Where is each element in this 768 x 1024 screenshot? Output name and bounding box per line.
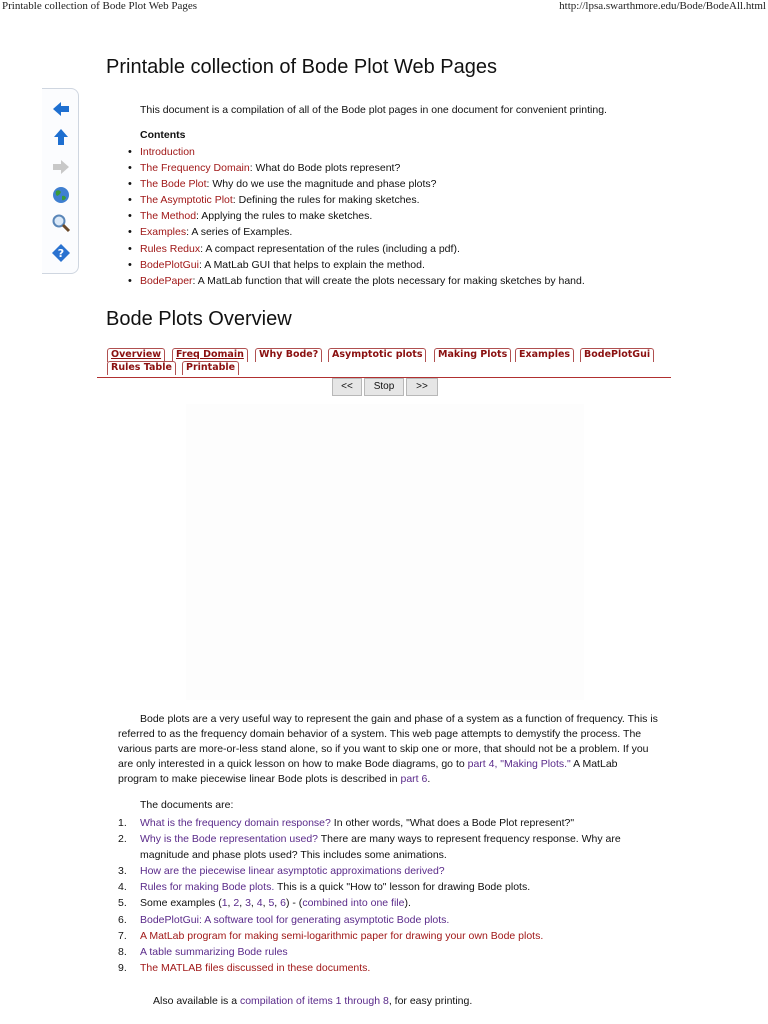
list-item — [140, 225, 700, 241]
list-item — [140, 177, 700, 193]
contents-list — [140, 145, 700, 290]
toc-link[interactable]: BodePaper — [140, 274, 193, 287]
tab-why-bode[interactable]: Why Bode? — [255, 348, 322, 362]
item-number: 5. — [118, 897, 127, 910]
list-item — [118, 863, 658, 879]
example-link-6[interactable]: 6 — [280, 897, 286, 910]
doc-link[interactable]: The MATLAB files discussed in these documents. — [140, 961, 371, 974]
help-icon[interactable] — [51, 243, 71, 263]
doc-link[interactable]: Why is the Bode representation used? — [140, 833, 319, 846]
toc-link[interactable]: The Bode Plot — [140, 178, 207, 191]
toc-text: : A MatLab function that will create the plots necessary for making sketches by hand. — [192, 274, 585, 287]
tab-printable[interactable]: Printable — [182, 361, 239, 375]
toc-text: : A compact representation of the rules (including a pdf). — [200, 242, 460, 255]
prev-button[interactable]: << — [332, 378, 362, 396]
doc-text: There are many ways to represent frequency response. Why are magnitude and phase plots used? This includes some animations. — [140, 833, 621, 862]
doc-link[interactable]: Rules for making Bode plots. — [140, 881, 275, 894]
item-number: 2. — [118, 833, 127, 846]
part4-link[interactable]: part 4, "Making Plots." — [467, 758, 571, 771]
documents-list — [118, 815, 658, 976]
para-text: . — [427, 773, 431, 786]
item-number: 8. — [118, 945, 127, 958]
documents-heading: The documents are: — [140, 799, 234, 811]
tab-examples[interactable]: Examples — [515, 348, 574, 362]
toc-link[interactable]: The Asymptotic Plot — [140, 194, 233, 207]
doc-link[interactable]: A table summarizing Bode rules — [140, 945, 288, 958]
example-link-3[interactable]: 3 — [245, 897, 251, 910]
toc-link[interactable]: Rules Redux — [140, 242, 201, 255]
toc-link[interactable]: The Method — [140, 210, 197, 223]
doc-link[interactable]: How are the piecewise linear asymptotic approximations derived? — [140, 865, 445, 878]
example-link-4[interactable]: 4 — [256, 897, 263, 910]
para-text: Bode plots are a very useful way to represent the gain and phase of a system as a function of frequency. This is referred to as the frequency domain behavior of a system. This web page attempts to demystify the process. The various parts are more-or-less stand alone, so if you want to skip one or more, that should not be a problem. If you are only interested in a quick lesson on how to make Bode diagrams, go to — [118, 713, 658, 771]
toc-text: : Applying the rules to make sketches. — [196, 210, 373, 223]
list-item — [118, 879, 658, 895]
example-link-1[interactable]: 1 — [221, 897, 228, 910]
list-item — [118, 912, 658, 928]
next-button[interactable]: >> — [406, 378, 438, 396]
page-title: Printable collection of Bode Plot Web Pages — [106, 56, 497, 78]
toc-text: : Why do we use the magnitude and phase plots? — [206, 178, 437, 191]
para-text: A MatLab program to make piecewise linear Bode plots is described in — [118, 758, 618, 786]
example-link-2[interactable]: 2 — [233, 897, 240, 910]
doc-text: In other words, "What does a Bode Plot represent?" — [330, 817, 575, 829]
doc-text: This is a quick "How to" lesson for drawing Bode plots. — [274, 881, 531, 894]
animation-frame — [186, 404, 584, 700]
toc-link[interactable]: Introduction — [140, 146, 195, 158]
item-number: 1. — [118, 817, 127, 829]
list-item — [140, 242, 700, 258]
part6-link[interactable]: part 6 — [400, 773, 428, 786]
print-header-title: Printable collection of Bode Plot Web Pages — [2, 0, 198, 12]
list-item — [118, 928, 658, 944]
back-arrow-icon[interactable] — [51, 99, 71, 119]
doc-link[interactable]: What is the frequency domain response? — [140, 817, 331, 829]
toc-text: : A MatLab GUI that helps to explain the method. — [198, 258, 425, 271]
tab-freq-domain[interactable]: Freq Domain — [172, 348, 248, 362]
list-item — [118, 815, 658, 831]
svg-text:?: ? — [57, 247, 65, 260]
intro-text: This document is a compilation of all of the Bode plot pages in one document for convenient printing. — [140, 104, 607, 116]
list-item — [140, 209, 700, 225]
item-number: 9. — [118, 961, 127, 974]
nav-sidebar — [42, 88, 79, 274]
overview-paragraph — [118, 712, 658, 787]
tab-rules-table[interactable]: Rules Table — [107, 361, 176, 375]
doc-link[interactable]: BodePlotGui: A software tool for generating asymptotic Bode plots. — [140, 913, 450, 926]
tab-overview[interactable]: Overview — [107, 348, 165, 362]
list-item — [140, 145, 700, 161]
toc-link[interactable]: The Frequency Domain — [140, 162, 250, 175]
example-link-5[interactable]: 5 — [268, 897, 275, 910]
toc-text: : A series of Examples. — [186, 226, 293, 239]
contents-heading: Contents — [140, 129, 186, 141]
globe-icon[interactable] — [51, 185, 71, 205]
toc-link[interactable]: Examples — [140, 226, 187, 239]
search-icon[interactable] — [51, 213, 71, 233]
item-number: 7. — [118, 929, 127, 942]
list-item — [118, 960, 658, 976]
up-arrow-icon[interactable] — [51, 127, 71, 147]
section-title: Bode Plots Overview — [106, 308, 292, 330]
combined-link[interactable]: combined into one file — [302, 897, 405, 910]
doc-text: ). — [404, 897, 411, 910]
list-item — [118, 831, 658, 863]
list-item — [140, 274, 700, 290]
list-item — [140, 193, 700, 209]
toc-text: : What do Bode plots represent? — [249, 162, 401, 175]
doc-text: ) - ( — [285, 897, 303, 910]
compilation-link[interactable]: compilation of items 1 through 8 — [239, 995, 389, 1007]
list-item — [118, 944, 658, 960]
print-header-url: http://lpsa.swarthmore.edu/Bode/BodeAll.html — [559, 0, 766, 12]
tab-bodeplotgui[interactable]: BodePlotGui — [580, 348, 654, 362]
list-item — [140, 258, 700, 274]
item-number: 3. — [118, 865, 127, 878]
list-item — [140, 161, 700, 177]
also-text: Also available is a — [153, 995, 240, 1007]
tab-making-plots[interactable]: Making Plots — [434, 348, 511, 362]
doc-text: Some examples ( — [140, 897, 222, 910]
list-item: 5. Some examples (1, 2, 3, 4, 5, 6) - (combined into one file). — [118, 895, 658, 911]
forward-arrow-icon[interactable] — [51, 157, 71, 177]
doc-link[interactable]: A MatLab program for making semi-logarithmic paper for drawing your own Bode plots. — [140, 929, 544, 942]
stop-button[interactable]: Stop — [364, 378, 404, 396]
item-number: 4. — [118, 881, 127, 894]
tab-asymptotic-plots[interactable]: Asymptotic plots — [328, 348, 426, 362]
item-number: 6. — [118, 913, 127, 926]
toc-link[interactable]: BodePlotGui — [140, 258, 199, 271]
toc-text: : Defining the rules for making sketches. — [232, 194, 420, 207]
also-available-text — [153, 995, 472, 1007]
also-text: , for easy printing. — [388, 995, 473, 1007]
